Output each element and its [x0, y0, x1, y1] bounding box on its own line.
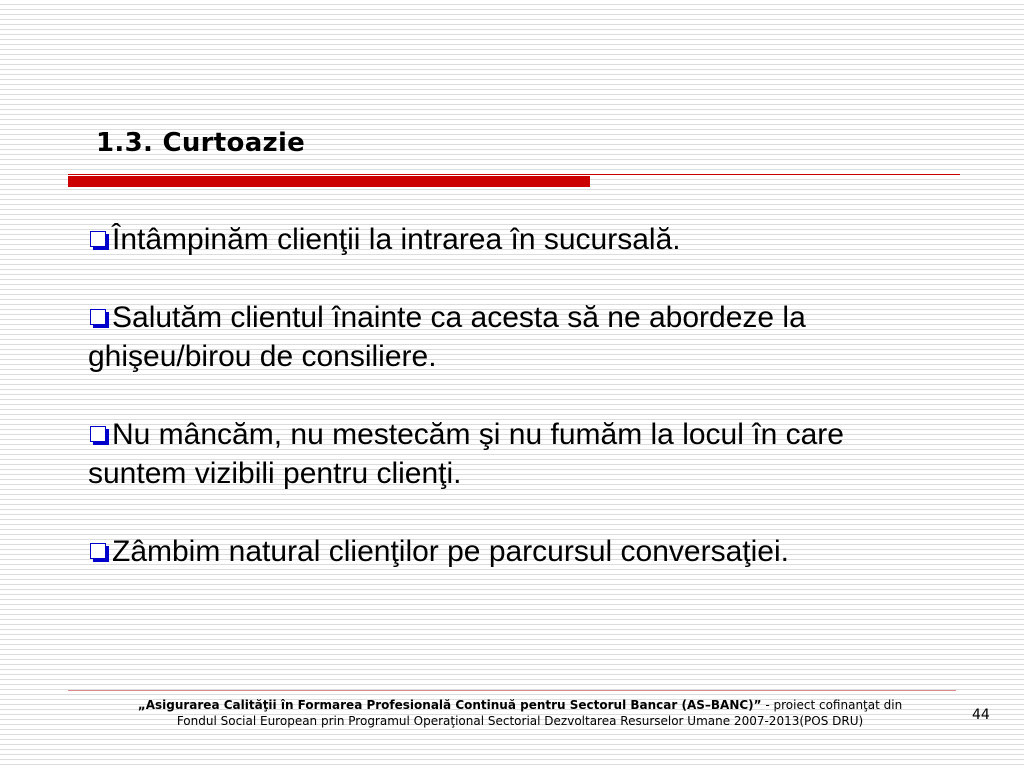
- bullet-text: Nu mâncăm, nu mestecăm şi nu fumăm la locul în care suntem vizibili pentru clienţi.: [88, 418, 844, 490]
- bullet-item: [88, 532, 948, 571]
- page-number: 44: [972, 707, 990, 723]
- bullet-item: [88, 220, 948, 259]
- checkbox-icon: [90, 231, 106, 247]
- checkbox-icon: [90, 426, 106, 442]
- bullet-text: Întâmpinăm clienţii la intrarea în sucursală.: [112, 223, 681, 256]
- bullet-item: [88, 415, 948, 493]
- footer-divider: [68, 690, 956, 691]
- bullet-list: [88, 220, 948, 610]
- bullet-text: Salutăm clientul înainte ca acesta să ne abordeze la ghişeu/birou de consiliere.: [88, 301, 806, 373]
- bullet-text: Zâmbim natural clienţilor pe parcursul conversaţiei.: [112, 535, 789, 568]
- slide-title: 1.3. Curtoazie: [96, 128, 306, 158]
- title-divider-line: [68, 174, 960, 175]
- checkbox-icon: [90, 543, 106, 559]
- footer-text: [100, 697, 940, 729]
- footer-line2: Fondul Social European prin Programul Operaţional Sectorial Dezvoltarea Resurselor Umane 2007-2013(POS DRU): [176, 714, 864, 728]
- checkbox-icon: [90, 309, 106, 325]
- title-divider-bar: [68, 176, 590, 187]
- footer-project-title: „Asigurarea Calităţii în Formarea Profesională Continuă pentru Sectorul Bancar (AS–BANC)”: [137, 698, 762, 712]
- bullet-item: [88, 298, 948, 376]
- footer-line1-rest: - proiect cofinanţat din: [761, 698, 903, 712]
